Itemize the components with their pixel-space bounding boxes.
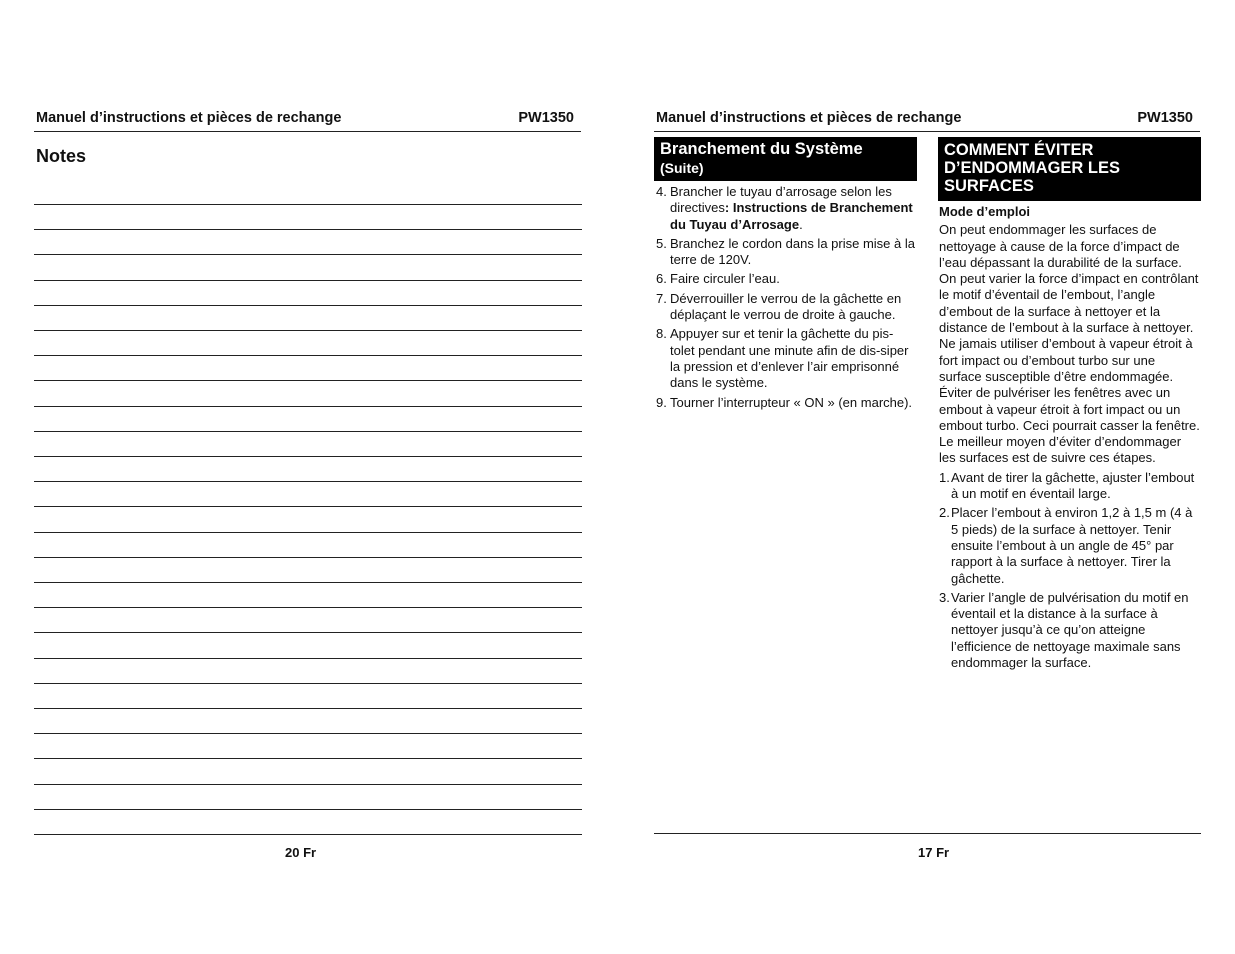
list-item [939, 470, 1201, 503]
step-text: Déverrouiller le verrou de la gâchette en déplaçant le verrou de droite à gauche. [670, 290, 902, 323]
note-line [34, 733, 582, 734]
avoid-damage-steps [939, 470, 1201, 672]
note-line [34, 355, 582, 356]
step-text: Placer l’embout à environ 1,2 à 1,5 m (4 à 5 pieds) de la surface à nettoyer. Tenir ensuite l’embout à un angle de 45° par rapport à la surface à nettoyer. Tirer la gâchette. [951, 505, 1193, 586]
list-item [654, 236, 916, 269]
notes-heading: Notes [36, 146, 87, 166]
step-text: Branchez le cordon dans la prise mise à la terre de 120V. [670, 235, 915, 268]
note-line [34, 607, 582, 608]
note-line [34, 557, 582, 558]
right-page [617, 0, 1235, 954]
step-number: 6. [656, 271, 667, 287]
note-line [34, 758, 582, 759]
note-line [34, 532, 582, 533]
note-line [34, 431, 582, 432]
list-item [654, 395, 916, 411]
note-line [34, 330, 582, 331]
step-number: 5. [656, 235, 667, 251]
step-number: 4. [656, 184, 667, 199]
page-number: 17 Fr [918, 845, 950, 860]
list-item [654, 271, 916, 287]
avoid-damage-column [939, 204, 1201, 674]
step-number: 3. [939, 589, 950, 605]
note-line [34, 406, 582, 407]
note-line [34, 305, 582, 306]
step-number: 7. [656, 290, 667, 306]
manual-title: Manuel d’instructions et pièces de rechange [36, 110, 342, 126]
list-item [654, 291, 916, 324]
system-connection-column [654, 184, 916, 414]
section-heading-avoid-damage [938, 137, 1201, 201]
note-line [34, 506, 582, 507]
step-number: 8. [656, 326, 667, 342]
step-number: 2. [939, 505, 950, 521]
footer-rule [654, 833, 1201, 834]
model-number: PW1350 [1137, 110, 1193, 126]
note-line [34, 204, 582, 205]
note-line [34, 784, 582, 785]
section-subtitle: (Suite) [660, 160, 704, 176]
step-text-end: . [799, 216, 803, 232]
note-line [34, 683, 582, 684]
list-item [654, 184, 916, 233]
left-page [0, 0, 617, 954]
note-line [34, 254, 582, 255]
note-line [34, 481, 582, 482]
step-text: Varier l’angle de pulvérisation du motif en éventail et la distance à la surface à nettoyer jusqu’à ce qu’on atteigne l’efficience de nettoyage maximale sans endommager la surface. [951, 589, 1189, 671]
note-line [34, 632, 582, 633]
note-line [34, 229, 582, 230]
note-line [34, 380, 582, 381]
step-reference: : Instructions de Branchement du Tuyau d’Arrosage [670, 200, 913, 232]
page-number: 20 Fr [285, 845, 317, 860]
step-text: Appuyer sur et tenir la gâchette du pis-tolet pendant une minute afin de dis-siper la pression et d’enlever l’air emprisonné dans le système. [670, 326, 909, 391]
instructions-paragraph: On peut endommager les surfaces de nettoyage à cause de la force d’impact de l’eau dépassant la durabilité de la surface. On peut varier la force d’impact en contrôlant le motif d’éventail de l’embout, l’angle d’embout de la surface à nettoyer et la distance de l’embout à la surface à nettoyer. Ne jamais utiliser d’embout à vapeur étroit à fort impact ou d’embout turbo sur une surface susceptible d’être endommagée. Éviter de pulvériser les fenêtres avec un embout à vapeur étroit à fort impact ou un embout turbo. Ceci pourrait casser la fenêtre. Le meilleur moyen d’éviter d’endommager les surfaces est de suivre ces étapes. [939, 222, 1200, 466]
section-heading-system-connection [654, 137, 917, 181]
page-header [654, 109, 1200, 132]
list-item [654, 326, 916, 391]
step-number: 1. [939, 469, 950, 485]
list-item [939, 590, 1201, 671]
model-number: PW1350 [518, 110, 574, 126]
note-line [34, 582, 582, 583]
note-line [34, 456, 582, 457]
note-line [34, 658, 582, 659]
section-title: Branchement du Système [660, 140, 863, 158]
note-line [34, 834, 582, 835]
step-text: Faire circuler l’eau. [670, 271, 780, 287]
manual-title: Manuel d’instructions et pièces de rechange [656, 110, 962, 126]
step-number: 9. [656, 394, 667, 410]
page-header [34, 109, 581, 132]
instructions-subheading: Mode d’emploi [939, 204, 1030, 219]
step-text: Avant de tirer la gâchette, ajuster l’embout à un motif en éventail large. [951, 469, 1195, 502]
note-line [34, 809, 582, 810]
note-line [34, 708, 582, 709]
step-text: Tourner l’interrupteur « ON » (en marche). [670, 394, 913, 410]
list-item [939, 505, 1201, 586]
note-line [34, 280, 582, 281]
section-title: COMMENT ÉVITER D’ENDOMMAGER LES SURFACES [944, 141, 1121, 195]
step-text: Brancher le tuyau d’arrosage selon les directives [670, 184, 892, 216]
connection-steps [654, 184, 916, 411]
